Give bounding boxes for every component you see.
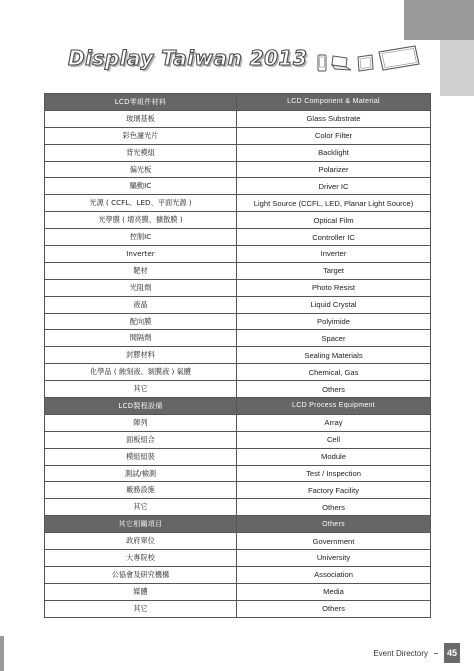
table-row xyxy=(45,178,431,195)
corner-block-dark xyxy=(404,0,474,40)
table-row xyxy=(45,431,431,448)
cell-en: Polarizer xyxy=(237,161,431,178)
table-row xyxy=(45,414,431,431)
cell-zh: Inverter xyxy=(45,246,237,263)
cell-zh: 光學膜 ( 增亮膜、擴散膜 ) xyxy=(45,212,237,229)
cell-en: Glass Substrate xyxy=(237,110,431,127)
cell-zh: 偏光板 xyxy=(45,161,237,178)
cell-en: Cell xyxy=(237,431,431,448)
table-row xyxy=(45,499,431,516)
cell-zh: 化學品 ( 蝕刻液、剝膜液 ) 氣體 xyxy=(45,364,237,381)
cell-zh: 政府單位 xyxy=(45,533,237,550)
cell-en: Chemical, Gas xyxy=(237,364,431,381)
cell-zh: 媒體 xyxy=(45,583,237,600)
cell-zh: 模組組裝 xyxy=(45,448,237,465)
cell-zh: 面板組合 xyxy=(45,431,237,448)
table-row xyxy=(45,262,431,279)
laptop-icon xyxy=(329,54,353,72)
footer-side-bar xyxy=(0,636,4,671)
table-row xyxy=(45,110,431,127)
table-row xyxy=(45,246,431,263)
cell-zh: 控制IC xyxy=(45,229,237,246)
cell-en: Others xyxy=(237,381,431,398)
cell-zh: 大專院校 xyxy=(45,550,237,567)
table-row xyxy=(45,144,431,161)
table-row xyxy=(45,330,431,347)
table-row xyxy=(45,364,431,381)
cell-zh: 公協會及研究機構 xyxy=(45,566,237,583)
table-row xyxy=(45,533,431,550)
page-title: Display Taiwan 2013 xyxy=(68,46,308,70)
section-header-zh: 其它相關項目 xyxy=(45,516,237,533)
section-header-en: Others xyxy=(237,516,431,533)
cell-en: Spacer xyxy=(237,330,431,347)
table-row xyxy=(45,229,431,246)
cell-zh: 測試/檢測 xyxy=(45,465,237,482)
table-row xyxy=(45,448,431,465)
table-row xyxy=(45,347,431,364)
mobile-phone-icon xyxy=(317,54,327,72)
footer-divider xyxy=(434,653,438,654)
cell-zh: 間隔劑 xyxy=(45,330,237,347)
cell-en: Module xyxy=(237,448,431,465)
cell-zh: 液晶 xyxy=(45,296,237,313)
cell-en: Association xyxy=(237,566,431,583)
section-header-en: LCD Component & Material xyxy=(237,94,431,111)
cell-en: Backlight xyxy=(237,144,431,161)
section-header-zh: LCD零組件材料 xyxy=(45,94,237,111)
section-header-en: LCD Process Equipment xyxy=(237,398,431,415)
cell-en: University xyxy=(237,550,431,567)
section-header-row xyxy=(45,398,431,415)
cell-en: Others xyxy=(237,600,431,617)
cell-zh: 驅動IC xyxy=(45,178,237,195)
corner-block-light xyxy=(440,40,474,96)
page-header xyxy=(68,38,421,78)
cell-en: Sealing Materials xyxy=(237,347,431,364)
cell-zh: 陣列 xyxy=(45,414,237,431)
table-row xyxy=(45,482,431,499)
tablet-icon xyxy=(355,54,375,72)
cell-zh: 靶材 xyxy=(45,262,237,279)
cell-en: Inverter xyxy=(237,246,431,263)
table-row xyxy=(45,279,431,296)
table-row xyxy=(45,600,431,617)
cell-en: Government xyxy=(237,533,431,550)
table-row xyxy=(45,161,431,178)
cell-en: Polyimide xyxy=(237,313,431,330)
cell-en: Liquid Crystal xyxy=(237,296,431,313)
cell-en: Optical Film xyxy=(237,212,431,229)
cell-zh: 配向膜 xyxy=(45,313,237,330)
cell-en: Light Source (CCFL, LED, Planar Light Source) xyxy=(237,195,431,212)
device-illustration xyxy=(317,44,421,72)
section-header-zh: LCD製程設備 xyxy=(45,398,237,415)
cell-en: Controller IC xyxy=(237,229,431,246)
table-row xyxy=(45,566,431,583)
cell-en: Color Filter xyxy=(237,127,431,144)
section-header-row xyxy=(45,516,431,533)
cell-en: Test / Inspection xyxy=(237,465,431,482)
page-number: 45 xyxy=(444,643,460,663)
cell-zh: 封膠材料 xyxy=(45,347,237,364)
cell-zh: 廠務設施 xyxy=(45,482,237,499)
table-row xyxy=(45,313,431,330)
cell-zh: 玻璃基板 xyxy=(45,110,237,127)
cell-en: Target xyxy=(237,262,431,279)
cell-zh: 背光模組 xyxy=(45,144,237,161)
cell-zh: 其它 xyxy=(45,499,237,516)
monitor-icon xyxy=(377,44,421,72)
table-row xyxy=(45,127,431,144)
cell-en: Photo Resist xyxy=(237,279,431,296)
table-row xyxy=(45,296,431,313)
table-row xyxy=(45,195,431,212)
cell-en: Array xyxy=(237,414,431,431)
page-footer xyxy=(373,643,460,663)
cell-en: Factory Facility xyxy=(237,482,431,499)
cell-zh: 其它 xyxy=(45,600,237,617)
cell-en: Driver IC xyxy=(237,178,431,195)
cell-en: Media xyxy=(237,583,431,600)
footer-label: Event Directory xyxy=(373,648,428,658)
table-row xyxy=(45,583,431,600)
cell-zh: 彩色濾光片 xyxy=(45,127,237,144)
cell-en: Others xyxy=(237,499,431,516)
table-row xyxy=(45,465,431,482)
cell-zh: 光源 ( CCFL、LED、平面光源 ) xyxy=(45,195,237,212)
category-table xyxy=(44,93,431,618)
table-row xyxy=(45,212,431,229)
cell-zh: 其它 xyxy=(45,381,237,398)
table-row xyxy=(45,550,431,567)
cell-zh: 光阻劑 xyxy=(45,279,237,296)
table-row xyxy=(45,381,431,398)
section-header-row xyxy=(45,94,431,111)
